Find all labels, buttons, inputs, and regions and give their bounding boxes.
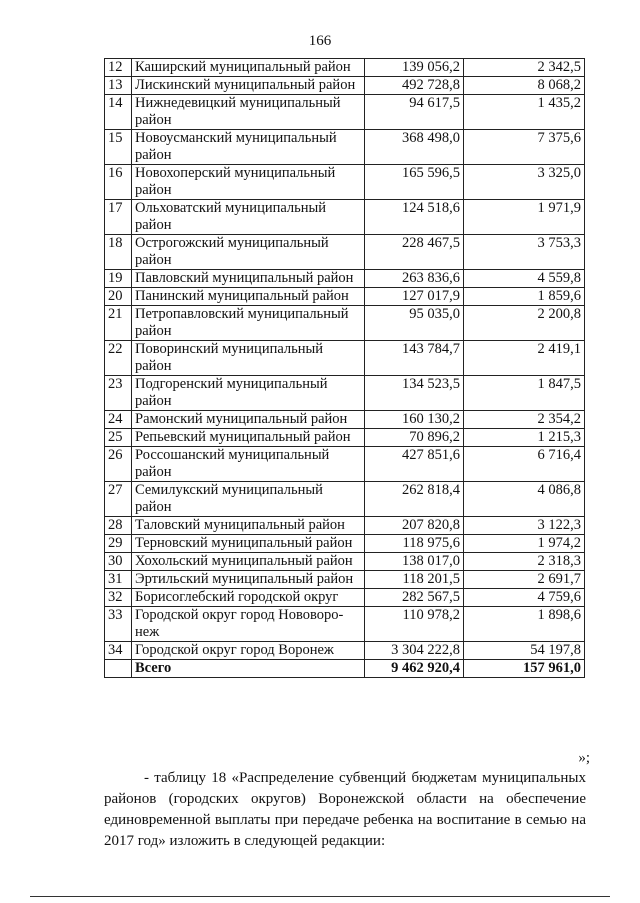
district-name: Новоусманский муниципальный район [132,130,365,165]
body-paragraph: - таблицу 18 «Распределение субвенций бюджетам муниципальных районов (городских округов) Воронежской области на обеспечение единовременной выплаты при передаче ребенка на воспитание в семью на 2017 год» изложить в следующей редакции: [104,770,586,849]
subsidy-amount: 3 304 222,8 [365,642,464,660]
subsidy-amount: 9 462 920,4 [365,660,464,678]
row-number: 20 [105,288,132,306]
subsidy-amount: 70 896,2 [365,429,464,447]
payment-amount: 1 971,9 [464,200,585,235]
subsidy-amount: 118 201,5 [365,571,464,589]
district-name: Борисоглебский городской округ [132,589,365,607]
district-name: Эртильский муниципальный район [132,571,365,589]
district-name: Репьевский муниципальный район [132,429,365,447]
page-number: 166 [308,33,332,49]
district-name: Павловский муниципальный район [132,270,365,288]
payment-amount: 1 859,6 [464,288,585,306]
row-number: 28 [105,517,132,535]
payment-amount: 1 898,6 [464,607,585,642]
row-number: 25 [105,429,132,447]
table-row [105,59,585,77]
table-row [105,589,585,607]
subsidy-amount: 110 978,2 [365,607,464,642]
district-name: Семилукский муниципальный район [132,482,365,517]
subsidy-amount: 139 056,2 [365,59,464,77]
payment-amount: 1 215,3 [464,429,585,447]
subsidy-amount: 160 130,2 [365,411,464,429]
payment-amount: 1 435,2 [464,95,585,130]
table-row [105,482,585,517]
table-row [105,607,585,642]
payment-amount: 1 847,5 [464,376,585,411]
row-number: 31 [105,571,132,589]
payment-amount: 7 375,6 [464,130,585,165]
subsidy-amount: 427 851,6 [365,447,464,482]
table-row [105,341,585,376]
district-name: Лискинский муниципальный район [132,77,365,95]
subsidy-amount: 134 523,5 [365,376,464,411]
subsidy-amount: 368 498,0 [365,130,464,165]
payment-amount: 3 122,3 [464,517,585,535]
subsidy-amount: 94 617,5 [365,95,464,130]
subsidy-amount: 282 567,5 [365,589,464,607]
district-name: Городской округ город Нововоро- неж [132,607,365,642]
payment-amount: 8 068,2 [464,77,585,95]
row-number: 27 [105,482,132,517]
table-row [105,642,585,660]
payment-amount: 1 974,2 [464,535,585,553]
subsidy-amount: 492 728,8 [365,77,464,95]
table-body [105,59,585,678]
district-name: Поворинский муниципальный район [132,341,365,376]
row-number: 22 [105,341,132,376]
subsidy-amount: 262 818,4 [365,482,464,517]
subsidy-amount: 95 035,0 [365,306,464,341]
subsidy-table [104,58,585,678]
table-row [105,77,585,95]
table-row [105,270,585,288]
district-name: Петропавловский муниципальный район [132,306,365,341]
district-name: Хохольский муниципальный район [132,553,365,571]
table-row [105,571,585,589]
payment-amount: 2 419,1 [464,341,585,376]
subsidy-amount: 124 518,6 [365,200,464,235]
payment-amount: 4 086,8 [464,482,585,517]
table-row [105,95,585,130]
district-name: Терновский муниципальный район [132,535,365,553]
district-name: Острогожский муниципальный район [132,235,365,270]
table-row [105,535,585,553]
payment-amount: 2 342,5 [464,59,585,77]
table-row [105,553,585,571]
payment-amount: 3 325,0 [464,165,585,200]
table-total-row [105,660,585,678]
row-number: 15 [105,130,132,165]
row-number: 17 [105,200,132,235]
row-number: 18 [105,235,132,270]
footer-rule [30,896,610,897]
table-row [105,306,585,341]
row-number: 12 [105,59,132,77]
table-row [105,429,585,447]
district-name: Всего [132,660,365,678]
row-number: 24 [105,411,132,429]
row-number: 21 [105,306,132,341]
subsidy-amount: 228 467,5 [365,235,464,270]
row-number: 32 [105,589,132,607]
district-name: Россошанский муниципальный район [132,447,365,482]
district-name: Городской округ город Воронеж [132,642,365,660]
payment-amount: 2 318,3 [464,553,585,571]
row-number: 23 [105,376,132,411]
subsidy-amount: 263 836,6 [365,270,464,288]
row-number: 19 [105,270,132,288]
payment-amount: 4 559,8 [464,270,585,288]
subsidy-amount: 138 017,0 [365,553,464,571]
district-name: Таловский муниципальный район [132,517,365,535]
table-row [105,200,585,235]
table-row [105,165,585,200]
row-number: 29 [105,535,132,553]
row-number: 33 [105,607,132,642]
row-number: 16 [105,165,132,200]
row-number: 34 [105,642,132,660]
payment-amount: 3 753,3 [464,235,585,270]
district-name: Подгоренский муниципальный район [132,376,365,411]
table-row [105,447,585,482]
table-row [105,235,585,270]
row-number: 13 [105,77,132,95]
subsidy-amount: 127 017,9 [365,288,464,306]
row-number: 30 [105,553,132,571]
subsidy-amount: 118 975,6 [365,535,464,553]
district-name: Ольховатский муниципальный район [132,200,365,235]
payment-amount: 6 716,4 [464,447,585,482]
district-name: Нижнедевицкий муниципальный район [132,95,365,130]
table-row [105,288,585,306]
closing-quote: »; [578,750,590,766]
row-number: 14 [105,95,132,130]
table-row [105,411,585,429]
payment-amount: 2 354,2 [464,411,585,429]
payment-amount: 4 759,6 [464,589,585,607]
payment-amount: 54 197,8 [464,642,585,660]
payment-amount: 2 200,8 [464,306,585,341]
district-name: Рамонский муниципальный район [132,411,365,429]
district-name: Каширский муниципальный район [132,59,365,77]
table-row [105,130,585,165]
payment-amount: 2 691,7 [464,571,585,589]
table-row [105,517,585,535]
table-row [105,376,585,411]
row-number: 26 [105,447,132,482]
payment-amount: 157 961,0 [464,660,585,678]
row-number [105,660,132,678]
subsidy-amount: 143 784,7 [365,341,464,376]
district-name: Панинский муниципальный район [132,288,365,306]
subsidy-amount: 165 596,5 [365,165,464,200]
district-name: Новохоперский муниципальный район [132,165,365,200]
subsidy-amount: 207 820,8 [365,517,464,535]
